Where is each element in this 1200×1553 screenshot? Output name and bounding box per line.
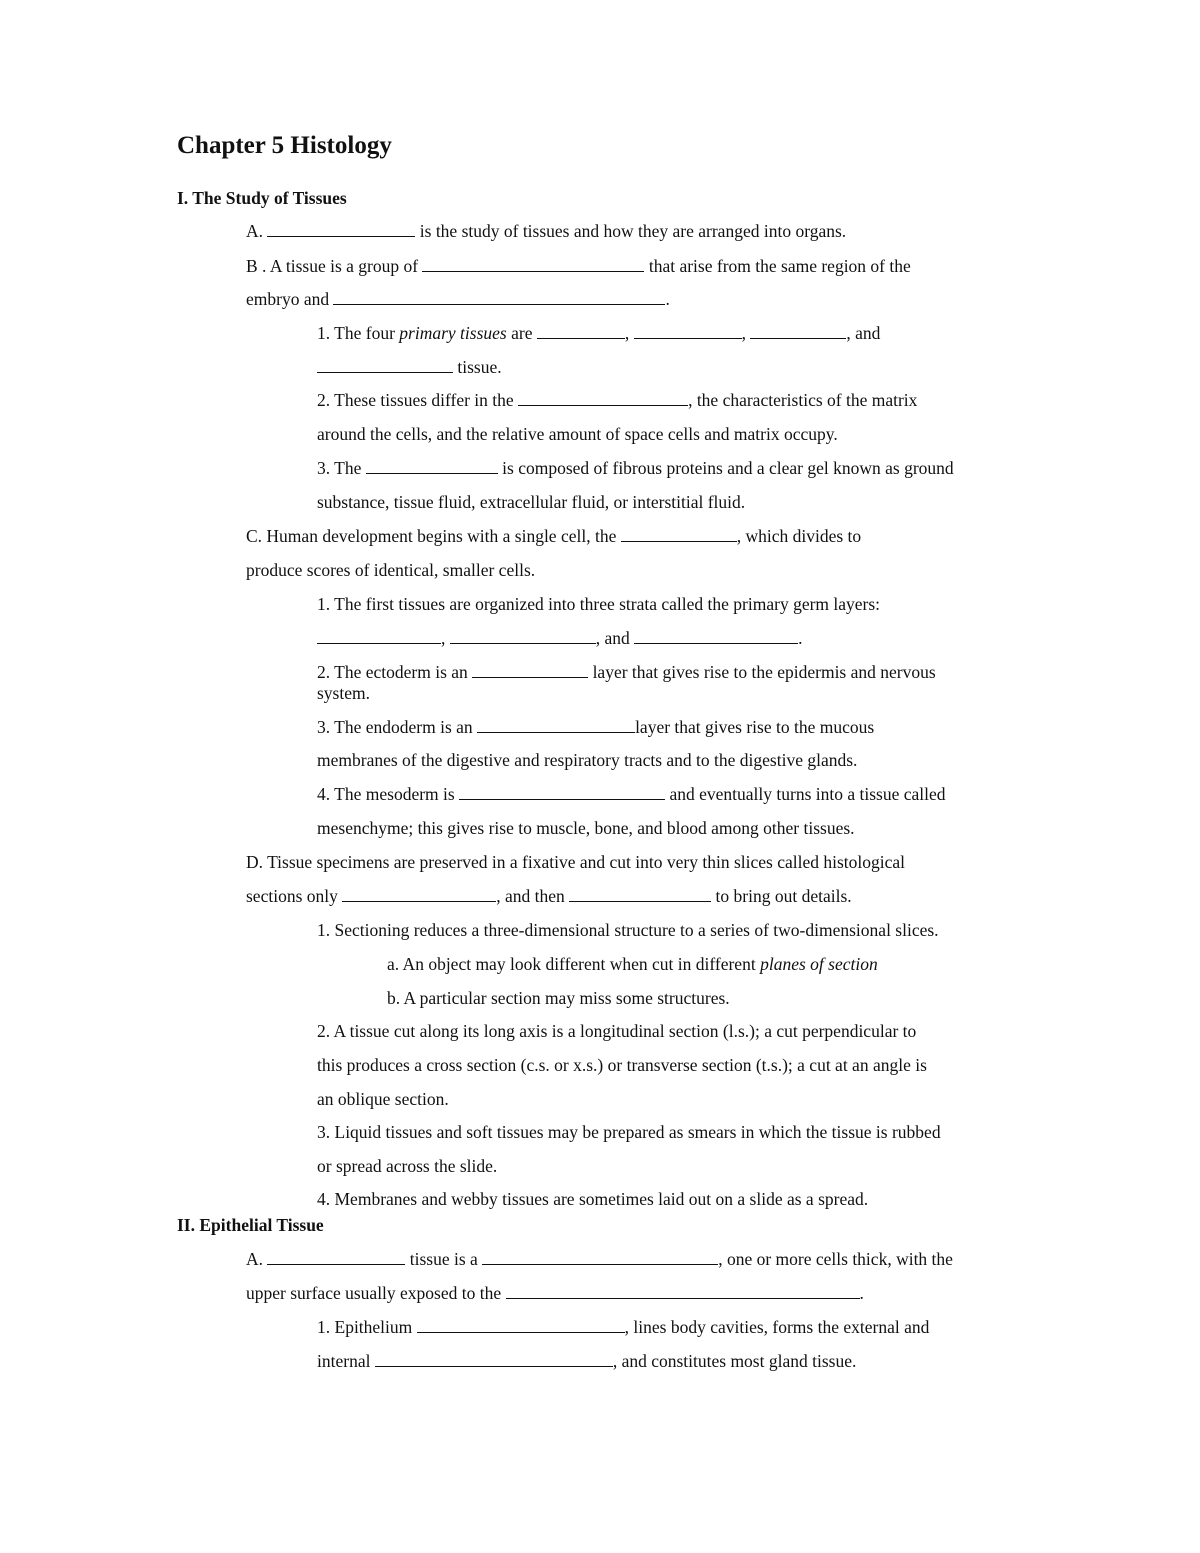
item-1b-2: 2. These tissues differ in the , the characteristics of the matrix [317,390,918,410]
item-1b-1: 1. The four primary tissues are , , , and [317,323,881,343]
fill-blank[interactable] [621,527,737,542]
item-1c: C. Human development begins with a single cell, the , which divides to [246,526,862,546]
fill-blank[interactable] [634,629,798,644]
item-2a-cont: upper surface usually exposed to the . [246,1283,864,1303]
item-1d-1: 1. Sectioning reduces a three-dimensional structure to a series of two-dimensional slices. [317,920,939,940]
item-2a: A. tissue is a , one or more cells thick, with the [246,1249,953,1269]
item-1b-3: 3. The is composed of fibrous proteins and a clear gel known as ground [317,458,954,478]
item-2a-1-cont: internal , and constitutes most gland tissue. [317,1351,857,1371]
item-1c-2: 2. The ectoderm is an layer that gives rise to the epidermis and nervous [317,662,936,682]
fill-blank[interactable] [482,1250,718,1265]
item-1c-2-cont: system. [317,683,370,703]
item-1d-2: 2. A tissue cut along its long axis is a longitudinal section (l.s.); a cut perpendicular to [317,1021,917,1041]
fill-blank[interactable] [317,629,441,644]
fill-blank[interactable] [366,459,498,474]
fill-blank[interactable] [375,1352,613,1367]
item-1d-1a: a. An object may look different when cut in different planes of section [387,954,878,974]
fill-blank[interactable] [518,391,688,406]
fill-blank[interactable] [267,1250,405,1265]
fill-blank[interactable] [537,324,625,339]
item-1b-cont: embryo and . [246,289,670,309]
fill-blank[interactable] [569,887,711,902]
item-1c-4: 4. The mesoderm is and eventually turns into a tissue called [317,784,946,804]
fill-blank[interactable] [333,290,665,305]
item-1c-3: 3. The endoderm is an layer that gives rise to the mucous [317,717,875,737]
item-1b-1-cont: tissue. [317,357,502,377]
item-1d-3: 3. Liquid tissues and soft tissues may be prepared as smears in which the tissue is rubbed [317,1122,941,1142]
item-1d-cont: sections only , and then to bring out details. [246,886,852,906]
fill-blank[interactable] [342,887,496,902]
item-1d-1b: b. A particular section may miss some structures. [387,988,730,1008]
item-1c-1-cont: , , and . [317,628,803,648]
item-1d: D. Tissue specimens are preserved in a fixative and cut into very thin slices called histological [246,852,906,872]
item-1a: A. is the study of tissues and how they are arranged into organs. [246,221,847,241]
item-1d-2-cont1: this produces a cross section (c.s. or x.s.) or transverse section (t.s.); a cut at an angle is [317,1055,927,1075]
fill-blank[interactable] [477,718,635,733]
item-1d-4: 4. Membranes and webby tissues are sometimes laid out on a slide as a spread. [317,1189,869,1209]
fill-blank[interactable] [472,663,588,678]
item-1c-1: 1. The first tissues are organized into three strata called the primary germ layers: [317,594,881,614]
fill-blank[interactable] [459,785,665,800]
fill-blank[interactable] [750,324,846,339]
fill-blank[interactable] [506,1284,860,1299]
fill-blank[interactable] [417,1318,625,1333]
item-1c-3-cont: membranes of the digestive and respiratory tracts and to the digestive glands. [317,750,858,770]
fill-blank[interactable] [422,257,644,272]
section-heading-2: II. Epithelial Tissue [177,1215,324,1235]
fill-blank[interactable] [317,358,453,373]
fill-blank[interactable] [450,629,596,644]
page-title: Chapter 5 Histology [177,132,392,159]
item-2a-1: 1. Epithelium , lines body cavities, forms the external and [317,1317,930,1337]
item-1c-cont: produce scores of identical, smaller cells. [246,560,536,580]
fill-blank[interactable] [634,324,742,339]
item-1b: B . A tissue is a group of that arise from the same region of the [246,256,911,276]
item-1b-2-cont: around the cells, and the relative amount of space cells and matrix occupy. [317,424,838,444]
fill-blank[interactable] [267,222,415,237]
item-1c-4-cont: mesenchyme; this gives rise to muscle, bone, and blood among other tissues. [317,818,855,838]
section-heading-1: I. The Study of Tissues [177,188,347,208]
item-1d-2-cont2: an oblique section. [317,1089,449,1109]
item-1d-3-cont: or spread across the slide. [317,1156,498,1176]
item-1b-3-cont: substance, tissue fluid, extracellular fluid, or interstitial fluid. [317,492,746,512]
